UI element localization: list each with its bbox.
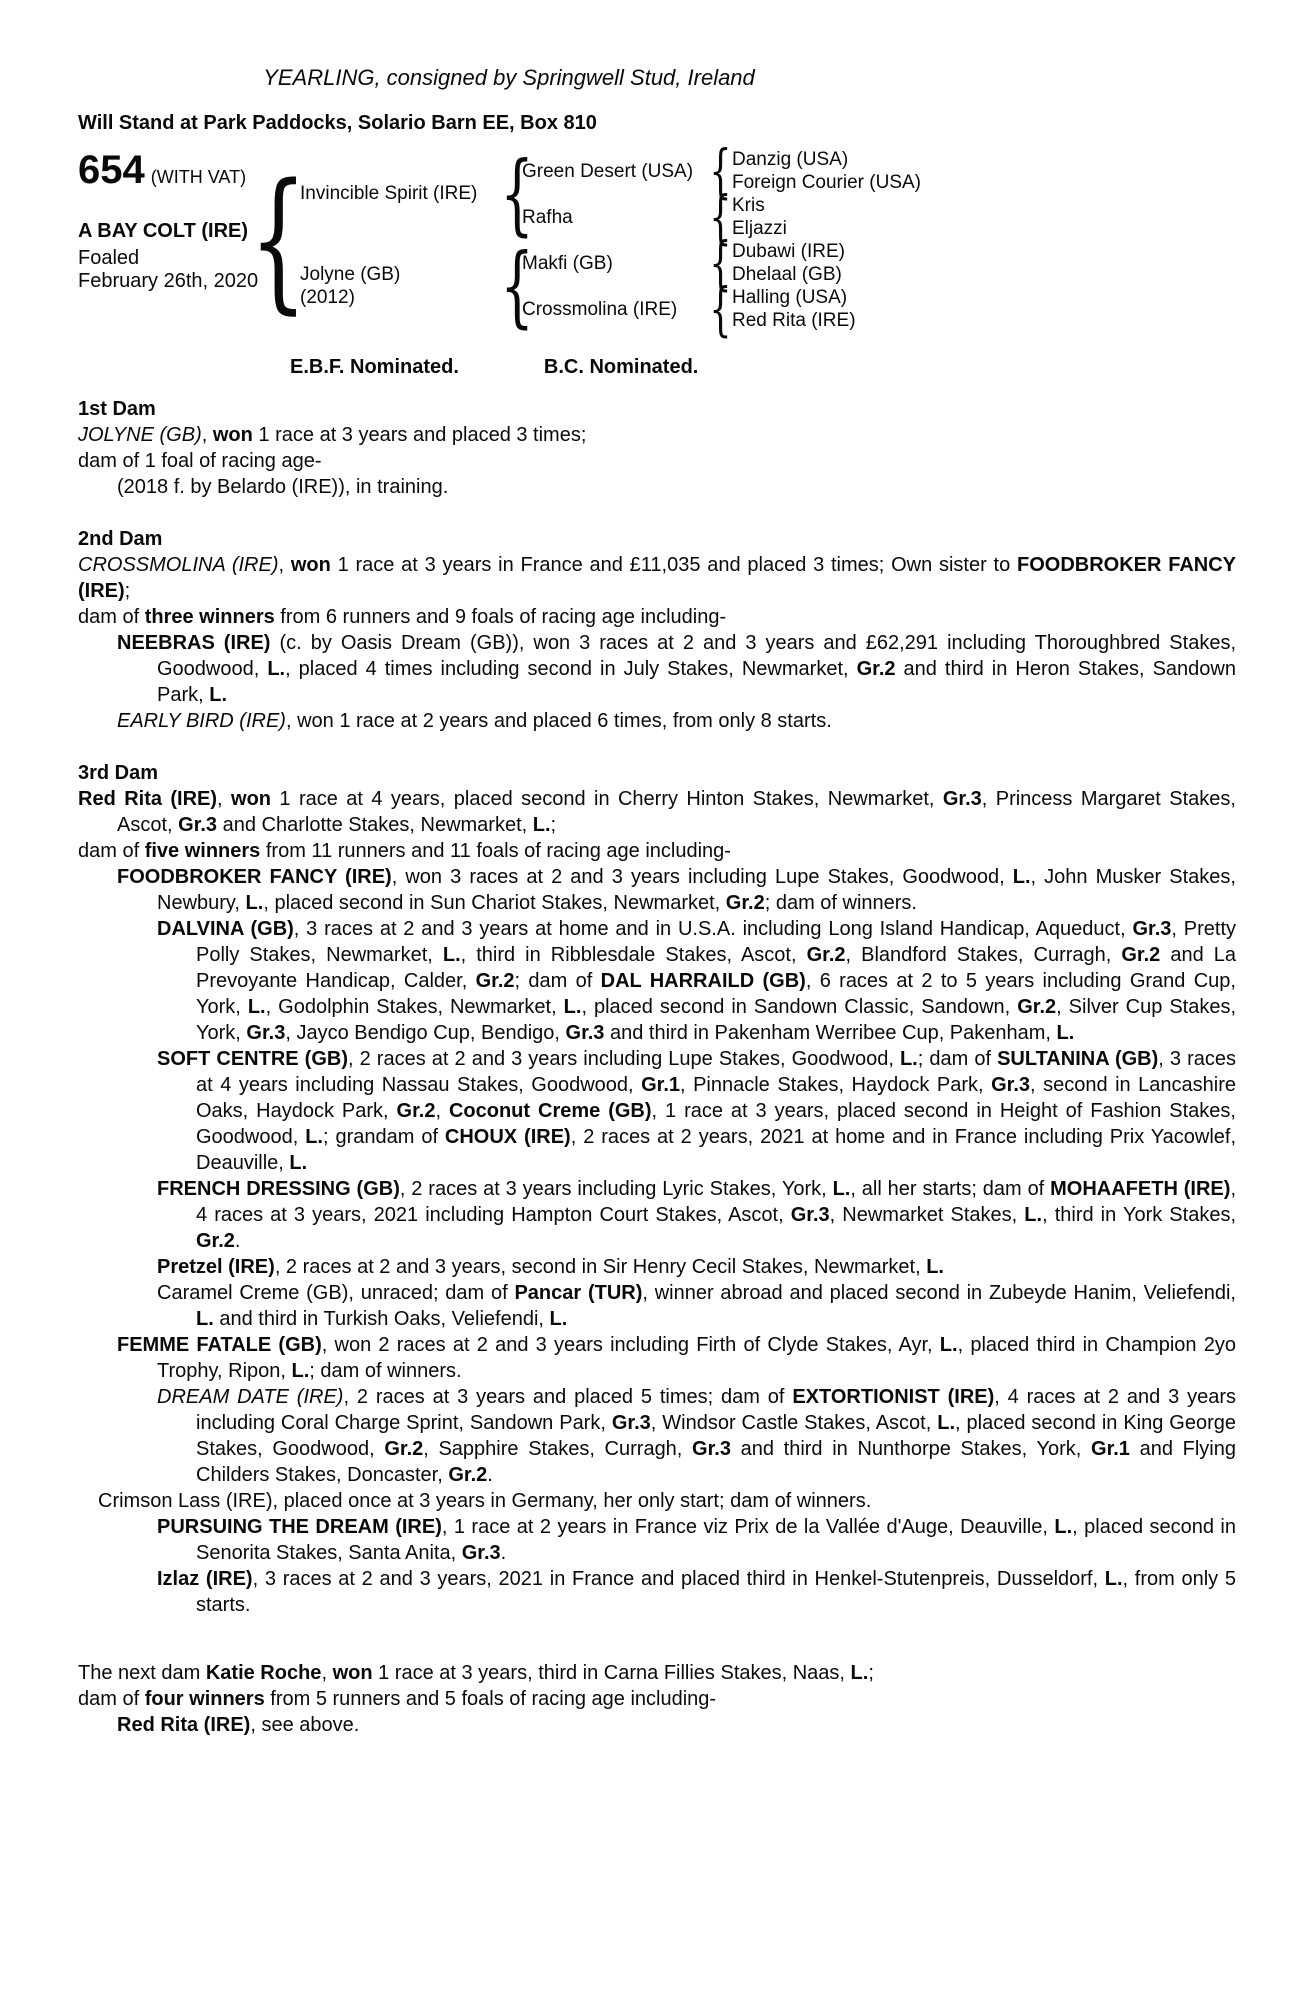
dam-dam-sire-name: Halling (USA) bbox=[732, 287, 848, 308]
catalogue-paragraph bbox=[78, 1488, 1236, 1514]
catalogue-body bbox=[78, 396, 1236, 1738]
text-run: and third in Heron Stakes, Sandown Park, bbox=[157, 658, 1236, 706]
text-run: won bbox=[212, 424, 253, 446]
text-run: ; bbox=[124, 580, 131, 602]
dam-section bbox=[78, 396, 1236, 500]
text-run: , 2 races at 2 and 3 years including Lupe Stakes, Goodwood, bbox=[348, 1048, 900, 1070]
text-run: dam of bbox=[78, 1688, 145, 1710]
catalogue-paragraph bbox=[78, 448, 1236, 474]
pedigree-table bbox=[78, 148, 1236, 350]
catalogue-paragraph bbox=[78, 1712, 1236, 1738]
text-run: five winners bbox=[144, 840, 261, 862]
text-run: , Silver Cup Stakes, York, bbox=[196, 996, 1237, 1044]
text-run: dam of bbox=[78, 606, 145, 628]
text-run: FOODBROKER FANCY (IRE) bbox=[117, 866, 392, 888]
text-run: , bbox=[278, 554, 291, 576]
text-run: Gr.3 bbox=[692, 1438, 731, 1460]
text-run: and third in Pakenham Werribee Cup, Pakenham, bbox=[604, 1022, 1057, 1044]
text-run: L. bbox=[209, 684, 228, 706]
consignor-line: YEARLING, consigned by Springwell Stud, Ireland bbox=[263, 65, 755, 90]
text-run: , third in Ribblesdale Stakes, Ascot, bbox=[460, 944, 807, 966]
text-run: from 5 runners and 5 foals of racing age including- bbox=[264, 1688, 717, 1710]
dam-section bbox=[78, 526, 1236, 734]
sire-sire-dam-name: Foreign Courier (USA) bbox=[732, 172, 921, 193]
text-run: dam of 1 foal of racing age- bbox=[78, 450, 322, 472]
text-run: , 1 race at 2 years in France viz Prix de la Vallée d'Auge, Deauville, bbox=[441, 1516, 1055, 1538]
stand-location-line: Will Stand at Park Paddocks, Solario Barn EE, Box 810 bbox=[78, 112, 597, 134]
text-run: L. bbox=[1056, 1022, 1075, 1044]
text-run: 1 race at 3 years and placed 3 times; bbox=[252, 424, 587, 446]
text-run: L. bbox=[832, 1178, 851, 1200]
dam-sire-dam-name: Dhelaal (GB) bbox=[732, 264, 842, 285]
text-run: . bbox=[487, 1464, 493, 1486]
bc-nominated: B.C. Nominated. bbox=[543, 356, 699, 378]
text-run: , won 3 races at 2 and 3 years including Lupe Stakes, Goodwood, bbox=[391, 866, 1013, 888]
text-run: Gr.2 bbox=[1017, 996, 1057, 1018]
foaled-label: Foaled bbox=[78, 247, 140, 269]
text-run: FRENCH DRESSING (GB) bbox=[157, 1178, 400, 1200]
text-run: FOODBROKER FANCY (IRE) bbox=[78, 554, 1236, 602]
catalogue-paragraph bbox=[78, 1046, 1236, 1176]
text-run: , 1 race at 3 years, placed second in Height of Fashion Stakes, Goodwood, bbox=[196, 1100, 1236, 1148]
text-run: and Charlotte Stakes, Newmarket, bbox=[217, 814, 533, 836]
text-run: L. bbox=[1024, 1204, 1043, 1226]
text-run: dam of bbox=[78, 840, 145, 862]
text-run: Gr.2 bbox=[856, 658, 896, 680]
catalogue-paragraph bbox=[78, 1686, 1236, 1712]
text-run: SULTANINA (GB) bbox=[997, 1048, 1159, 1070]
text-run: , Blandford Stakes, Curragh, bbox=[845, 944, 1122, 966]
text-run: Gr.3 bbox=[1132, 918, 1172, 940]
text-run: , won 1 race at 2 years and placed 6 times, from only 8 starts. bbox=[285, 710, 832, 732]
text-run: L. bbox=[926, 1256, 944, 1278]
dam-year: (2012) bbox=[300, 287, 355, 308]
text-run: L. bbox=[850, 1662, 869, 1684]
pedigree-brace-gen1 bbox=[258, 180, 298, 300]
text-run: ; dam of bbox=[917, 1048, 998, 1070]
text-run: won bbox=[231, 788, 272, 810]
text-run: , placed second in Sandown Classic, Sandown, bbox=[581, 996, 1018, 1018]
text-run: DALVINA (GB) bbox=[157, 918, 294, 940]
catalogue-paragraph bbox=[78, 1566, 1236, 1618]
text-run: Gr.1 bbox=[641, 1074, 681, 1096]
text-run: Gr.2 bbox=[196, 1230, 235, 1252]
catalogue-paragraph bbox=[78, 786, 1236, 838]
text-run: ; bbox=[868, 1662, 874, 1684]
text-run: , bbox=[217, 788, 232, 810]
text-run: Gr.2 bbox=[384, 1438, 424, 1460]
sire-sire-name: Green Desert (USA) bbox=[522, 161, 694, 182]
text-run: CHOUX (IRE) bbox=[444, 1126, 571, 1148]
catalogue-paragraph bbox=[78, 630, 1236, 708]
catalogue-paragraph bbox=[78, 1254, 1236, 1280]
text-run: , placed third in Champion 2yo Trophy, Ripon, bbox=[157, 1334, 1236, 1382]
text-run: The next dam bbox=[78, 1662, 206, 1684]
catalogue-paragraph bbox=[78, 474, 1236, 500]
text-run: , 3 races at 2 and 3 years at home and in U.S.A. including Long Island Handicap, Aqueduct, bbox=[293, 918, 1133, 940]
text-run: Gr.3 bbox=[991, 1074, 1030, 1096]
text-run: FEMME FATALE (GB) bbox=[117, 1334, 322, 1356]
sire-name: Invincible Spirit (IRE) bbox=[300, 183, 478, 204]
catalogue-paragraph bbox=[78, 916, 1236, 1046]
text-run: L. bbox=[549, 1308, 568, 1330]
text-run: Pancar (TUR) bbox=[514, 1282, 643, 1304]
text-run: , all her starts; dam of bbox=[850, 1178, 1051, 1200]
catalogue-paragraph bbox=[78, 1384, 1236, 1488]
text-run: CROSSMOLINA (IRE) bbox=[78, 554, 279, 576]
text-run: L. bbox=[563, 996, 582, 1018]
text-run: , Windsor Castle Stakes, Ascot, bbox=[650, 1412, 938, 1434]
text-run: JOLYNE (GB) bbox=[78, 424, 202, 446]
text-run: ; bbox=[550, 814, 557, 836]
text-run: MOHAAFETH (IRE) bbox=[1050, 1178, 1231, 1200]
text-run: and third in Nunthorpe Stakes, York, bbox=[730, 1438, 1092, 1460]
catalogue-paragraph bbox=[78, 708, 1236, 734]
text-run: , won 2 races at 2 and 3 years including Firth of Clyde Stakes, Ayr, bbox=[321, 1334, 940, 1356]
text-run: and La Prevoyante Handicap, Calder, bbox=[196, 944, 1236, 992]
text-run: Gr.3 bbox=[942, 788, 982, 810]
text-run: , placed second in Senorita Stakes, Santa Anita, bbox=[196, 1516, 1236, 1564]
text-run: Gr.2 bbox=[396, 1100, 436, 1122]
text-run: ; dam of winners. bbox=[309, 1360, 462, 1382]
text-run: , 2 races at 2 and 3 years, second in Sir Henry Cecil Stakes, Newmarket, bbox=[274, 1256, 927, 1278]
text-run: three winners bbox=[144, 606, 275, 628]
text-run: . bbox=[234, 1230, 241, 1252]
text-run: . bbox=[500, 1542, 507, 1564]
horse-description: A BAY COLT (IRE) bbox=[78, 220, 249, 242]
text-run: , second in Lancashire Oaks, Haydock Park, bbox=[196, 1074, 1237, 1122]
text-run: and Flying Childers Stakes, Doncaster, bbox=[196, 1438, 1236, 1486]
dam-sire-sire-name: Dubawi (IRE) bbox=[732, 241, 845, 262]
text-run: NEEBRAS (IRE) bbox=[117, 632, 271, 654]
text-run: Gr.3 bbox=[790, 1204, 830, 1226]
text-run: Gr.3 bbox=[565, 1022, 605, 1044]
text-run: , winner abroad and placed second in Zubeyde Hanim, Veliefendi, bbox=[642, 1282, 1236, 1304]
text-run: L. bbox=[291, 1360, 310, 1382]
text-run: EARLY BIRD (IRE) bbox=[117, 710, 286, 732]
text-run: Gr.2 bbox=[448, 1464, 488, 1486]
text-run: , placed 4 times including second in July Stakes, Newmarket, bbox=[285, 658, 857, 680]
text-run: , Jayco Bendigo Cup, Bendigo, bbox=[285, 1022, 566, 1044]
text-run: DAL HARRAILD (GB) bbox=[600, 970, 806, 992]
dam-section-heading: 1st Dam bbox=[78, 398, 156, 420]
text-run: , see above. bbox=[250, 1714, 360, 1736]
text-run: 1 race at 3 years in France and £11,035 and placed 3 times; Own sister to bbox=[330, 554, 1017, 576]
text-run: Gr.3 bbox=[246, 1022, 286, 1044]
text-run: , 6 races at 2 to 5 years including Grand Cup, York, bbox=[196, 970, 1236, 1018]
text-run: L. bbox=[1054, 1516, 1073, 1538]
text-run: , Pinnacle Stakes, Haydock Park, bbox=[680, 1074, 992, 1096]
text-run: , 3 races at 4 years including Nassau Stakes, Goodwood, bbox=[196, 1048, 1236, 1096]
text-run: Red Rita (IRE) bbox=[78, 788, 218, 810]
text-run: L. bbox=[532, 814, 551, 836]
dam-section bbox=[78, 1660, 1236, 1738]
text-run: Izlaz (IRE) bbox=[157, 1568, 253, 1590]
text-run: from 6 runners and 9 foals of racing age including- bbox=[274, 606, 727, 628]
dam-dam-dam-name: Red Rita (IRE) bbox=[732, 310, 856, 331]
text-run: won bbox=[332, 1662, 373, 1684]
text-run: DREAM DATE (IRE) bbox=[157, 1386, 344, 1408]
text-run: L. bbox=[939, 1334, 958, 1356]
sire-dam-sire-name: Kris bbox=[732, 195, 765, 216]
text-run: , Godolphin Stakes, Newmarket, bbox=[265, 996, 564, 1018]
text-run: L. bbox=[899, 1048, 918, 1070]
catalogue-paragraph bbox=[78, 1332, 1236, 1384]
text-run: Gr.3 bbox=[611, 1412, 651, 1434]
text-run: L. bbox=[245, 892, 264, 914]
text-run: L. bbox=[1104, 1568, 1123, 1590]
catalogue-paragraph bbox=[78, 552, 1236, 604]
text-run: , 2 races at 2 years, 2021 at home and in France including Prix Yacowlef, Deauville, bbox=[196, 1126, 1237, 1174]
dam-section bbox=[78, 760, 1236, 1618]
text-run: , placed second in Sun Chariot Stakes, Newmarket, bbox=[263, 892, 726, 914]
text-run: , bbox=[201, 424, 213, 446]
text-run: L. bbox=[305, 1126, 323, 1148]
text-run: 1 race at 4 years, placed second in Cherry Hinton Stakes, Newmarket, bbox=[271, 788, 943, 810]
text-run: PURSUING THE DREAM (IRE) bbox=[157, 1516, 442, 1538]
text-run: , Newmarket Stakes, bbox=[829, 1204, 1025, 1226]
text-run: Gr.2 bbox=[475, 970, 515, 992]
text-run: Katie Roche bbox=[205, 1662, 322, 1684]
ebf-nominated: E.B.F. Nominated. bbox=[290, 356, 459, 378]
text-run: from 11 runners and 11 foals of racing age including- bbox=[260, 840, 731, 862]
text-run: 1 race at 3 years, third in Carna Fillies Stakes, Naas, bbox=[372, 1662, 851, 1684]
text-run: Gr.3 bbox=[461, 1542, 501, 1564]
text-run: , 4 races at 3 years, 2021 including Hampton Court Stakes, Ascot, bbox=[196, 1178, 1236, 1226]
text-run: and third in Turkish Oaks, Veliefendi, bbox=[213, 1308, 550, 1330]
pedigree-brace-gen3 bbox=[708, 286, 732, 332]
catalogue-paragraph bbox=[78, 422, 1236, 448]
text-run: L. bbox=[1012, 866, 1031, 888]
catalogue-paragraph bbox=[78, 1176, 1236, 1254]
catalogue-paragraph bbox=[78, 838, 1236, 864]
text-run: EXTORTIONIST (IRE) bbox=[792, 1386, 995, 1408]
catalogue-paragraph bbox=[78, 864, 1236, 916]
dam-section-heading: 3rd Dam bbox=[78, 762, 159, 784]
text-run: , placed second in King George Stakes, Goodwood, bbox=[196, 1412, 1236, 1460]
text-run: Crimson Lass (IRE), placed once at 3 years in Germany, her only start; dam of winners. bbox=[98, 1490, 872, 1512]
sire-sire-sire-name: Danzig (USA) bbox=[732, 149, 849, 170]
sire-dam-dam-name: Eljazzi bbox=[732, 218, 787, 239]
text-run: L. bbox=[937, 1412, 956, 1434]
text-run: , 3 races at 2 and 3 years, 2021 in France and placed third in Henkel-Stutenpreis, Dusseldorf, bbox=[252, 1568, 1105, 1590]
foaled-date: February 26th, 2020 bbox=[78, 270, 259, 292]
text-run: Red Rita (IRE) bbox=[117, 1714, 251, 1736]
text-run: Coconut Creme (GB) bbox=[448, 1100, 652, 1122]
text-run: Caramel Creme (GB), unraced; dam of bbox=[157, 1282, 515, 1304]
catalogue-paragraph bbox=[78, 1514, 1236, 1566]
text-run: Gr.2 bbox=[725, 892, 765, 914]
text-run: Gr.2 bbox=[806, 944, 846, 966]
catalogue-paragraph bbox=[78, 1660, 1236, 1686]
text-run: , from only 5 starts. bbox=[196, 1568, 1237, 1616]
text-run: , 2 races at 3 years and placed 5 times; dam of bbox=[343, 1386, 793, 1408]
text-run: (2018 f. by Belardo (IRE)), in training. bbox=[117, 476, 449, 498]
sire-dam-name: Rafha bbox=[522, 207, 573, 228]
text-run: , 4 races at 2 and 3 years including Coral Charge Sprint, Sandown Park, bbox=[196, 1386, 1237, 1434]
catalogue-paragraph bbox=[78, 604, 1236, 630]
vat-note: (WITH VAT) bbox=[150, 167, 247, 187]
lot-line bbox=[78, 150, 246, 190]
text-run: , 2 races at 3 years including Lyric Stakes, York, bbox=[399, 1178, 833, 1200]
text-run: (c. by Oasis Dream (GB)), won 3 races at 2 and 3 years and £62,291 including Thoroughbred Stakes, Goodwood, bbox=[157, 632, 1237, 680]
text-run: Gr.3 bbox=[178, 814, 218, 836]
text-run: , John Musker Stakes, Newbury, bbox=[157, 866, 1236, 914]
text-run: ; grandam of bbox=[323, 1126, 445, 1148]
text-run: Pretzel (IRE) bbox=[157, 1256, 275, 1278]
text-run: , Princess Margaret Stakes, Ascot, bbox=[117, 788, 1236, 836]
text-run: , Pretty Polly Stakes, Newmarket, bbox=[196, 918, 1236, 966]
text-run: ; dam of bbox=[514, 970, 601, 992]
text-run: , Sapphire Stakes, Curragh, bbox=[423, 1438, 693, 1460]
text-run: Gr.1 bbox=[1091, 1438, 1130, 1460]
text-run: , bbox=[435, 1100, 449, 1122]
lot-number: 654 bbox=[78, 148, 145, 192]
text-run: L. bbox=[196, 1308, 214, 1330]
text-run: L. bbox=[442, 944, 461, 966]
text-run: L. bbox=[289, 1152, 308, 1174]
text-run: , bbox=[321, 1662, 333, 1684]
dam-name: Jolyne (GB) bbox=[300, 264, 401, 285]
text-run: four winners bbox=[144, 1688, 265, 1710]
text-run: ; dam of winners. bbox=[764, 892, 917, 914]
dam-section-heading: 2nd Dam bbox=[78, 528, 163, 550]
text-run: Gr.2 bbox=[1121, 944, 1161, 966]
text-run: L. bbox=[267, 658, 286, 680]
text-run: SOFT CENTRE (GB) bbox=[157, 1048, 348, 1070]
catalogue-paragraph bbox=[78, 1280, 1236, 1332]
dam-sire-name: Makfi (GB) bbox=[522, 253, 613, 274]
text-run: L. bbox=[247, 996, 266, 1018]
text-run: , third in York Stakes, bbox=[1042, 1204, 1236, 1226]
dam-dam-name: Crossmolina (IRE) bbox=[522, 299, 678, 320]
text-run: won bbox=[290, 554, 331, 576]
nominations-line bbox=[78, 354, 1236, 380]
